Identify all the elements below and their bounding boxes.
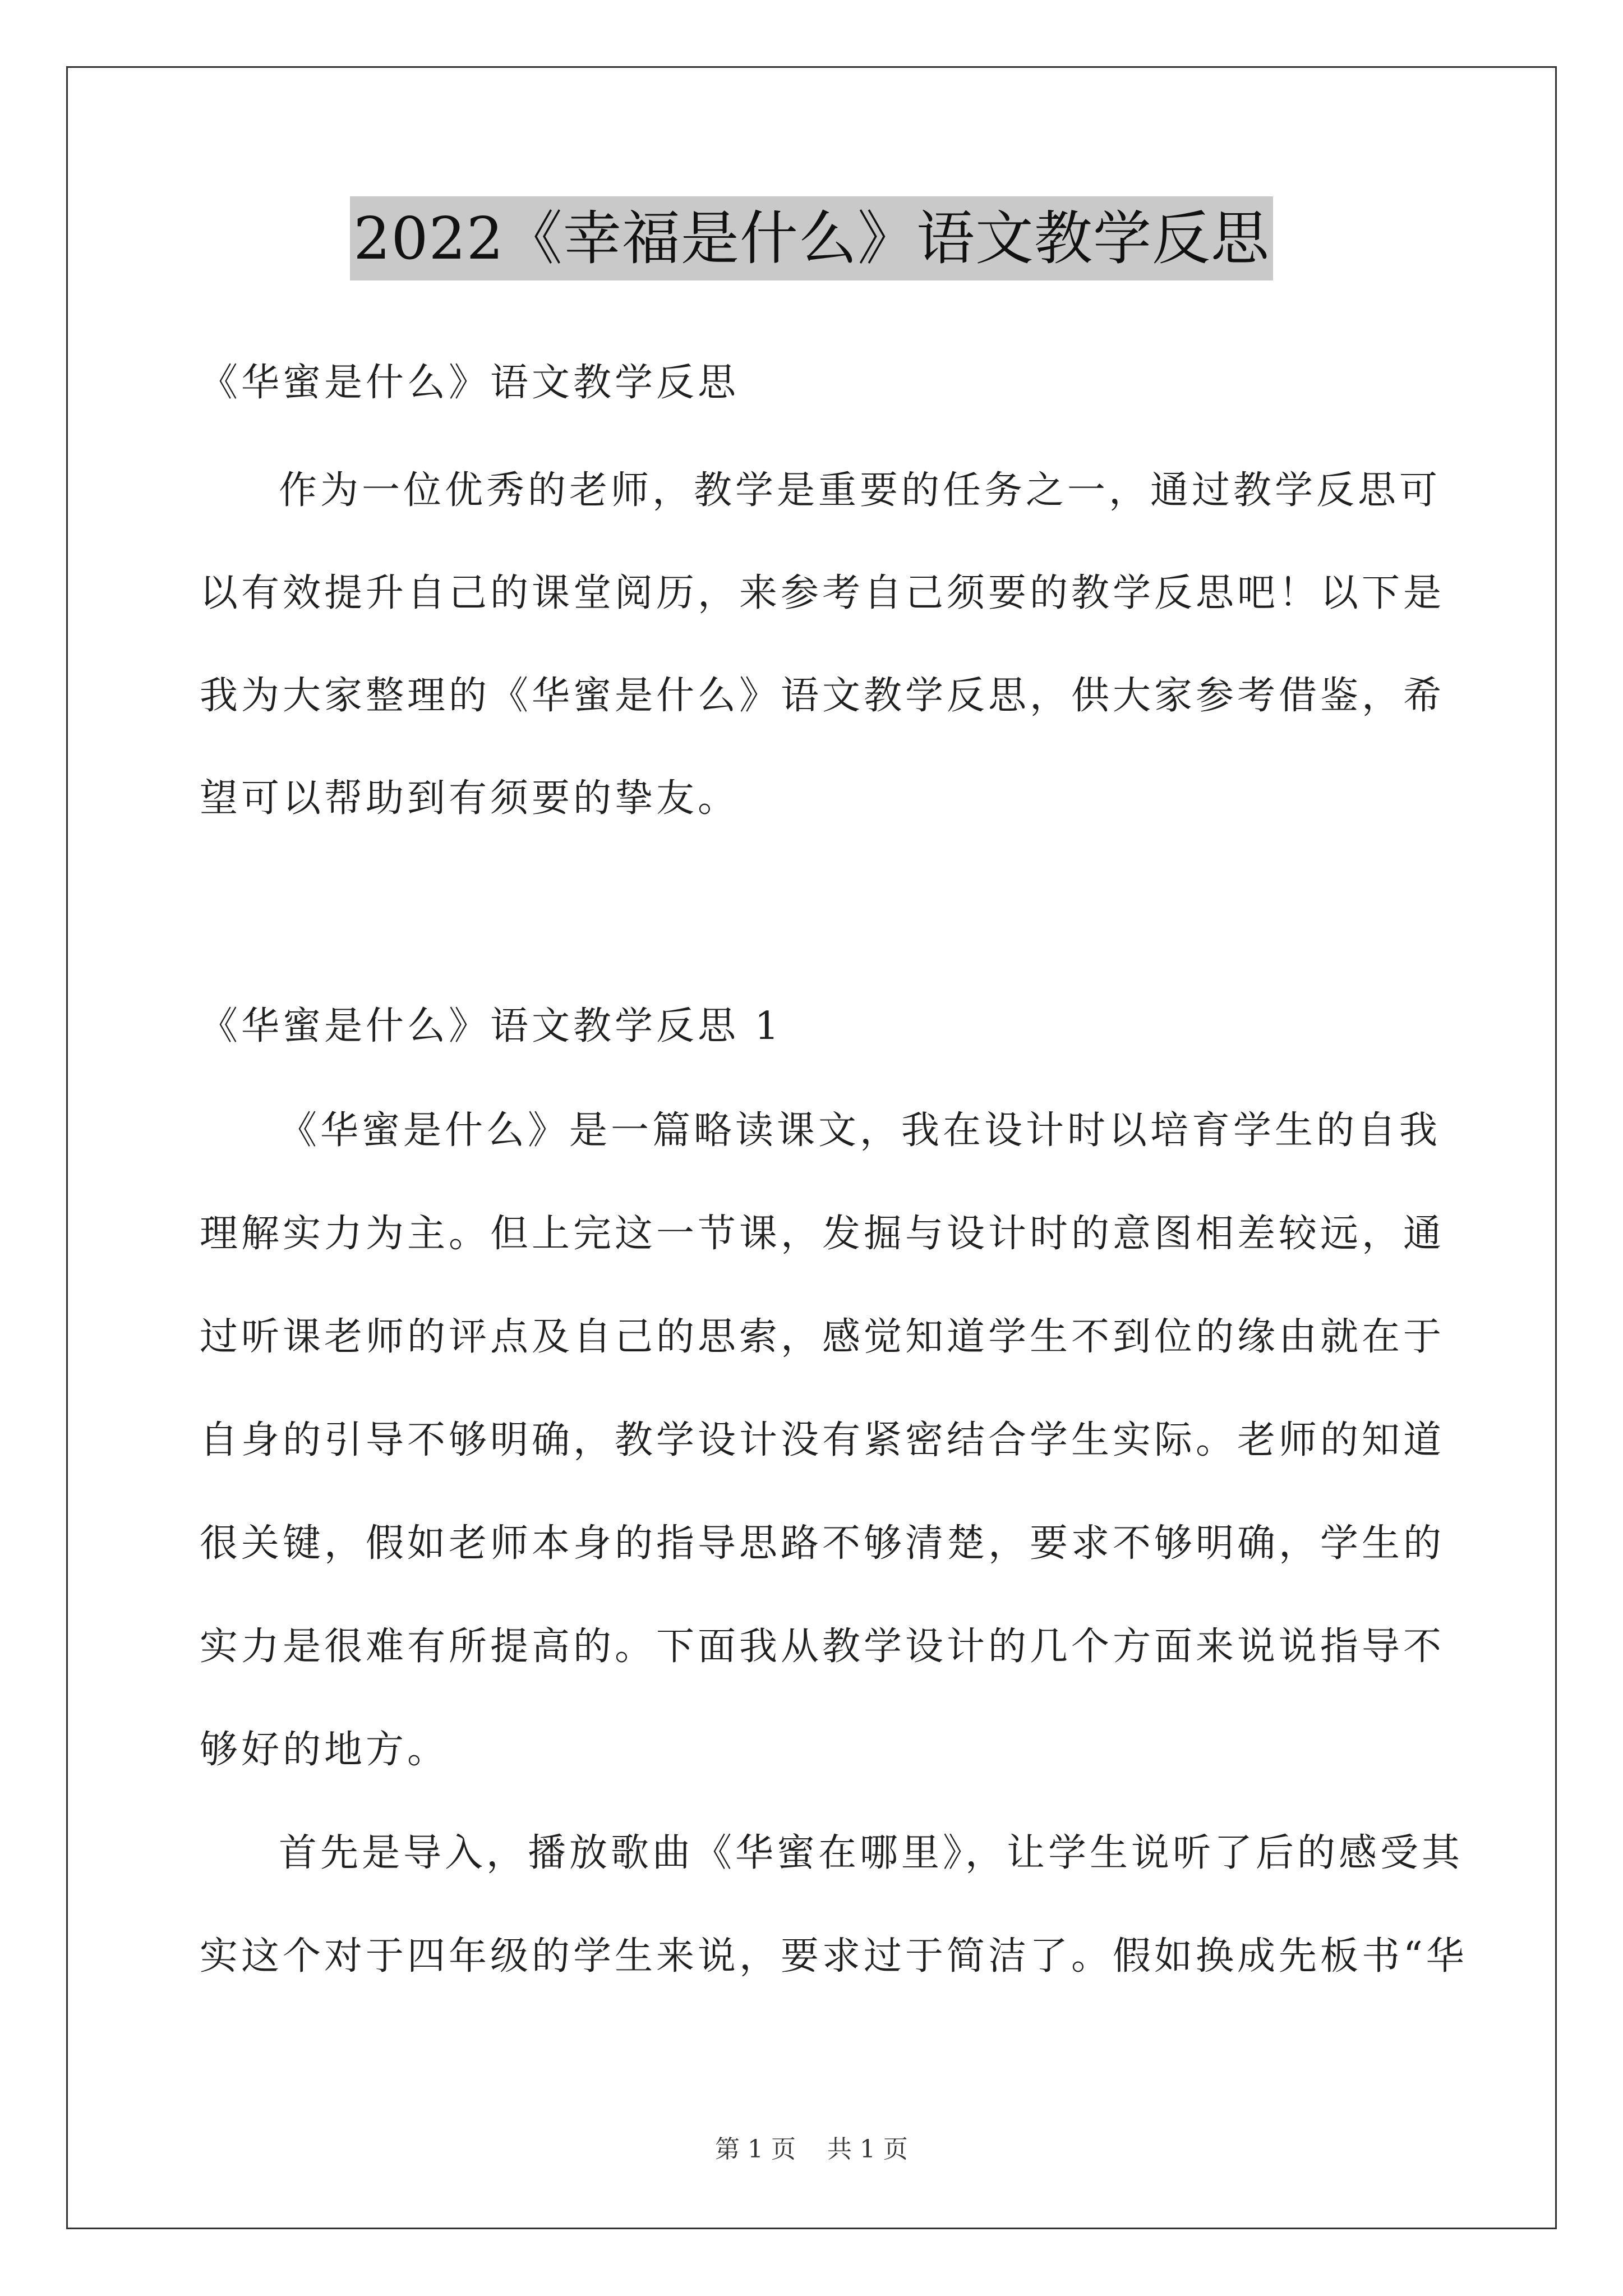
paragraph-line: 实这个对于四年级的学生来说，要求过于简洁了。假如换成先板书“华	[200, 1934, 1468, 1978]
paragraph-line: 过听课老师的评点及自己的思索，感觉知道学生不到位的缘由就在于	[200, 1315, 1445, 1359]
section-heading: 《华蜜是什么》语文教学反思 1	[200, 1004, 782, 1048]
intro-line: 作为一位优秀的老师，教学是重要的任务之一，通过教学反思可	[279, 468, 1441, 513]
intro-line: 以有效提升自己的课堂阅历，来参考自己须要的教学反思吧！以下是	[200, 571, 1445, 615]
title-container	[0, 196, 1623, 280]
document-subtitle: 《华蜜是什么》语文教学反思	[200, 361, 740, 405]
intro-line: 我为大家整理的《华蜜是什么》语文教学反思，供大家参考借鉴，希	[200, 674, 1445, 718]
page-footer: 第 1 页 共 1 页	[715, 2135, 908, 2164]
paragraph-line: 实力是很难有所提高的。下面我从教学设计的几个方面来说说指导不	[200, 1625, 1445, 1669]
paragraph-line: 理解实力为主。但上完这一节课，发掘与设计时的意图相差较远，通	[200, 1212, 1445, 1256]
document-title: 2022《幸福是什么》语文教学反思	[350, 196, 1273, 280]
paragraph-line: 很关键，假如老师本身的指导思路不够清楚，要求不够明确，学生的	[200, 1521, 1445, 1566]
paragraph-line: 《华蜜是什么》是一篇略读课文，我在设计时以培育学生的自我	[279, 1108, 1441, 1153]
paragraph-line: 自身的引导不够明确，教学设计没有紧密结合学生实际。老师的知道	[200, 1418, 1445, 1462]
paragraph-line: 够好的地方。	[200, 1728, 449, 1772]
paragraph-line: 首先是导入，播放歌曲《华蜜在哪里》，让学生说听了后的感受其	[279, 1831, 1464, 1875]
intro-line: 望可以帮助到有须要的挚友。	[200, 776, 740, 821]
